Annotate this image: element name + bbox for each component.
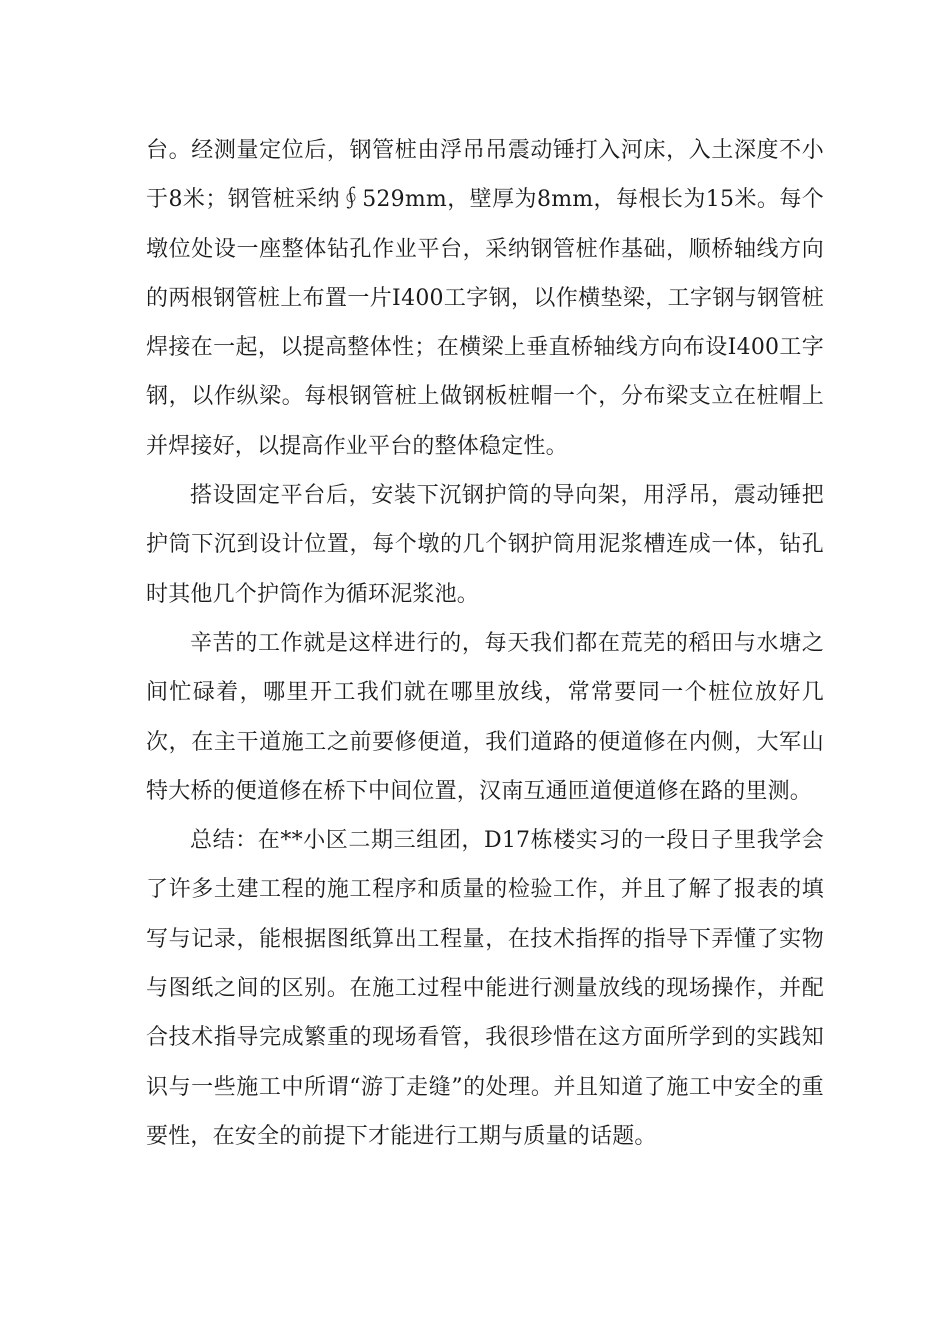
paragraph-continued: 台。经测量定位后，钢管桩由浮吊吊震动锤打入河床，入土深度不小于8米；钢管桩采纳∮529mm，壁厚为8mm，每根长为15米。每个墩位处设一座整体钻孔作业平台，采纳钢管桩作基础，顺桥轴线方向的两根钢管桩上布置一片Ⅰ400工字钢，以作横垫梁，工字钢与钢管桩焊接在一起，以提高整体性；在横梁上垂直桥轴线方向布设Ⅰ400工字钢，以作纵梁。每根钢管桩上做钢板桩帽一个，分布梁支立在桩帽上并焊接好，以提高作业平台的整体稳定性。 <box>146 138 824 459</box>
paragraph-platform-setup: 搭设固定平台后，安装下沉钢护筒的导向架，用浮吊，震动锤把护筒下沉到设计位置，每个墩的几个钢护筒用泥浆槽连成一体，钻孔时其他几个护筒作为循环泥浆池。 <box>146 483 824 607</box>
paragraph-daily-work: 辛苦的工作就是这样进行的，每天我们都在荒芜的稻田与水塘之间忙碌着，哪里开工我们就在哪里放线，常常要同一个桩位放好几次，在主干道施工之前要修便道，我们道路的便道修在内侧，大军山特大桥的便道修在桥下中间位置，汉南互通匝道便道修在路的里测。 <box>146 630 824 804</box>
document-body <box>146 126 824 1161</box>
paragraph-summary: 总结：在**小区二期三组团，D17栋楼实习的一段日子里我学会了许多土建工程的施工程序和质量的检验工作，并且了解了报表的填写与记录，能根据图纸算出工程量，在技术指挥的指导下弄懂了实物与图纸之间的区别。在施工过程中能进行测量放线的现场操作，并配合技术指导完成繁重的现场看管，我很珍惜在这方面所学到的实践知识与一些施工中所谓“游丁走缝”的处理。并且知道了施工中安全的重要性，在安全的前提下才能进行工期与质量的话题。 <box>146 828 824 1149</box>
